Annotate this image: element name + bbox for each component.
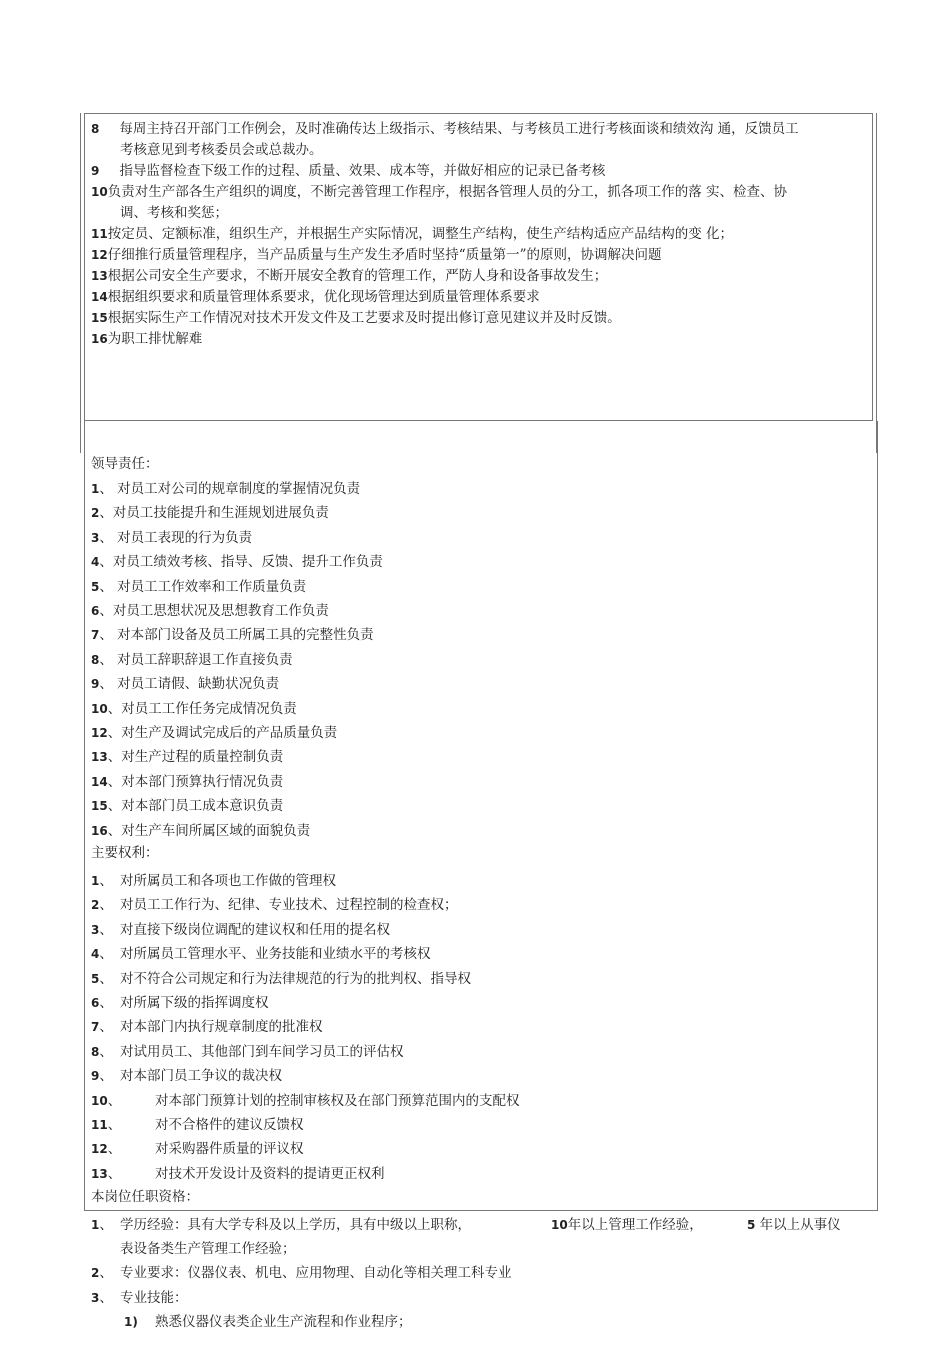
leadership-item-number: 7 <box>91 628 100 643</box>
rights-item <box>91 896 458 914</box>
duty-item-cont: 考核意见到考核委员会或总裁办。 <box>120 142 323 158</box>
leadership-item <box>91 724 337 742</box>
rights-item-number: 5 <box>91 971 100 986</box>
rights-item-sep: 、 <box>99 873 113 889</box>
duty-item-cont: 调、考核和奖惩； <box>120 205 228 221</box>
leadership-item-number: 16 <box>91 823 108 838</box>
qualification-sub-text: 熟悉仪器仪表类企业生产流程和作业程序； <box>155 1314 412 1330</box>
leadership-item-sep: 、 <box>107 798 122 815</box>
duty-item: 8 每周主持召开部门工作例会，及时准确传达上级指示、考核结果、与考核员工进行考核面谈和绩效沟 通，反馈员工 <box>91 121 799 137</box>
rights-item <box>91 1018 323 1036</box>
rights-item <box>91 994 269 1012</box>
leadership-heading: 领导责任： <box>91 456 159 472</box>
leadership-item-sep: 、 <box>99 676 113 693</box>
leadership-item-text: 对本部门预算执行情况负责 <box>121 773 284 790</box>
duty-item: 14根据组织要求和质量管理体系要求，优化现场管理达到质量管理体系要求 <box>91 289 540 305</box>
leadership-item-number: 14 <box>91 774 108 789</box>
rights-item-sep: 、 <box>107 1141 122 1158</box>
leadership-item <box>91 504 329 522</box>
leadership-item <box>91 602 329 620</box>
leadership-item-text: 对生产过程的质量控制负责 <box>121 749 284 766</box>
duty-item: 9 指导监督检查下级工作的过程、质量、效果、成本等，并做好相应的记录已备考核 <box>91 163 606 179</box>
rights-item-text: 对技术开发设计及资料的提请更正权利 <box>155 1165 385 1182</box>
leadership-item <box>91 822 310 840</box>
qualification-text: 专业技能： <box>120 1290 188 1306</box>
leadership-item-number: 1 <box>91 482 100 496</box>
qualifications-heading: 本岗位任职资格： <box>91 1189 199 1205</box>
duty-item: 15根据实际生产工作情况对技术开发文件及工艺要求及时提出修订意见建议并及时反馈。 <box>91 310 621 326</box>
qualification-industry-years: 5 年以上从事仪 <box>747 1217 841 1233</box>
leadership-item <box>91 529 252 547</box>
rights-item-text: 对所属员工和各项也工作做的管理权 <box>120 873 336 889</box>
leadership-item <box>91 578 306 596</box>
qualification-item-cont: 表设备类生产管理工作经验； <box>120 1241 296 1257</box>
qualification-item: 1、 <box>91 1217 113 1233</box>
rights-item <box>91 921 390 939</box>
leadership-item <box>91 748 283 766</box>
leadership-item-text: 对员工对公司的规章制度的掌握情况负责 <box>112 481 361 497</box>
rights-item-text: 对所属员工管理水平、业务技能和业绩水平的考核权 <box>120 946 431 963</box>
rights-item-sep: 、 <box>99 1019 113 1036</box>
leadership-item-number: 8 <box>91 652 100 667</box>
qualification-exp-years: 10年以上管理工作经验， <box>551 1217 703 1233</box>
rights-item <box>91 1140 304 1158</box>
rights-item-text: 对本部门预算计划的控制审核权及在部门预算范围内的支配权 <box>155 1092 520 1109</box>
leadership-item-sep: 、 <box>99 578 113 595</box>
leadership-item-text: 对员工辞职辞退工作直接负责 <box>112 651 293 668</box>
rights-item-text: 对本部门员工争议的裁决权 <box>120 1068 282 1085</box>
leadership-item-sep: 、 <box>99 627 113 644</box>
leadership-item <box>91 553 383 571</box>
rights-item-text: 对不符合公司规定和行为法律规范的行为的批判权、指导权 <box>120 970 471 987</box>
rights-item <box>91 970 471 988</box>
leadership-item-text: 对员工工作效率和工作质量负责 <box>112 578 307 595</box>
leadership-item-number: 6 <box>91 604 100 618</box>
rights-item-sep: 、 <box>99 921 113 938</box>
rights-item-sep: 、 <box>99 1043 113 1060</box>
rights-item-sep: 、 <box>99 970 113 987</box>
rights-item-number: 4 <box>91 947 100 962</box>
rights-item <box>91 945 431 963</box>
leadership-item-sep: 、 <box>99 529 113 546</box>
rights-item-sep: 、 <box>99 995 113 1011</box>
leadership-item <box>91 651 293 669</box>
leadership-item-sep: 、 <box>99 554 113 571</box>
rights-item-number: 6 <box>91 996 100 1010</box>
leadership-item-text: 对员工思想状况及思想教育工作负责 <box>112 603 329 619</box>
rights-item-text: 对所属下级的指挥调度权 <box>120 995 269 1011</box>
leadership-item-number: 4 <box>91 555 100 570</box>
leadership-item-sep: 、 <box>99 651 113 668</box>
leadership-item-number: 5 <box>91 579 100 594</box>
qualification-item: 2、 <box>91 1265 113 1281</box>
duty-item: 13根据公司安全生产要求，不断开展安全教育的管理工作，严防人身和设备事故发生； <box>91 268 608 284</box>
leadership-item-number: 3 <box>91 530 100 545</box>
rights-item-number: 11 <box>91 1118 108 1132</box>
leadership-item-text: 对员工绩效考核、指导、反馈、提升工作负责 <box>112 554 383 571</box>
duty-item: 12仔细推行质量管理程序，当产品质量与生产发生矛盾时坚持“质量第一”的原则，协调解决问题 <box>91 247 662 263</box>
rights-item <box>91 1165 385 1183</box>
rights-item-number: 9 <box>91 1069 100 1084</box>
rights-item-number: 8 <box>91 1044 100 1059</box>
rights-heading: 主要权利： <box>91 845 159 861</box>
leadership-item <box>91 797 283 815</box>
rights-item-sep: 、 <box>99 1068 113 1085</box>
rights-item-sep: 、 <box>99 946 113 963</box>
leadership-item <box>91 480 360 498</box>
leadership-item <box>91 700 297 718</box>
rights-item-sep: 、 <box>107 1092 122 1109</box>
leadership-item-text: 对本部门设备及员工所属工具的完整性负责 <box>112 627 374 644</box>
leadership-item-sep: 、 <box>99 505 113 522</box>
leadership-item-sep: 、 <box>99 481 113 497</box>
rights-item-number: 2 <box>91 898 100 913</box>
rights-item <box>91 872 336 890</box>
rights-item-text: 对不合格件的建议反馈权 <box>155 1117 304 1133</box>
leadership-item-text: 对本部门员工成本意识负责 <box>121 798 284 815</box>
leadership-item-sep: 、 <box>107 749 122 766</box>
rights-item <box>91 1092 520 1110</box>
rights-item-text: 对直接下级岗位调配的建议权和任用的提名权 <box>120 921 390 938</box>
leadership-item-sep: 、 <box>107 700 122 717</box>
rights-item-text: 对本部门内执行规章制度的批准权 <box>120 1019 323 1036</box>
rights-item <box>91 1067 282 1085</box>
rights-item-number: 10 <box>91 1093 108 1108</box>
rights-item-sep: 、 <box>99 897 113 914</box>
rights-item-number: 7 <box>91 1020 100 1035</box>
leadership-item-sep: 、 <box>99 603 113 619</box>
qualification-item: 3、 <box>91 1290 113 1306</box>
qualification-text: 专业要求：仪器仪表、机电、应用物理、自动化等相关理工科专业 <box>120 1265 512 1281</box>
leadership-item-number: 10 <box>91 701 108 716</box>
duty-item: 16为职工排忧解难 <box>91 331 203 347</box>
rights-item-text: 对试用员工、其他部门到车间学习员工的评估权 <box>120 1043 404 1060</box>
leadership-item <box>91 675 279 693</box>
rights-item-sep: 、 <box>107 1165 122 1182</box>
qualification-text-a: 学历经验：具有大学专科及以上学历，具有中级以上职称， <box>120 1217 471 1233</box>
leadership-item-number: 15 <box>91 799 108 814</box>
leadership-item-text: 对员工技能提升和生涯规划进展负责 <box>112 505 329 522</box>
leadership-item-sep: 、 <box>107 773 122 790</box>
rights-item-number: 1 <box>91 874 100 888</box>
leadership-item-number: 9 <box>91 677 100 692</box>
leadership-item <box>91 626 374 644</box>
duty-item: 10负责对生产部各生产组织的调度，不断完善管理工作程序，根据各管理人员的分工，抓各项工作的落 实、检查、协 <box>91 184 787 200</box>
rights-item-number: 3 <box>91 922 100 937</box>
rights-item-sep: 、 <box>107 1117 122 1133</box>
leadership-item-text: 对员工表现的行为负责 <box>112 529 253 546</box>
rights-item-number: 13 <box>91 1166 108 1181</box>
leadership-item-text: 对生产车间所属区域的面貌负责 <box>121 822 311 839</box>
rights-item-text: 对采购器件质量的评议权 <box>155 1141 304 1158</box>
leadership-item-text: 对员工工作任务完成情况负责 <box>121 700 297 717</box>
leadership-item-sep: 、 <box>107 725 122 741</box>
rights-item <box>91 1043 404 1061</box>
rights-item-text: 对员工工作行为、纪律、专业技术、过程控制的检查权； <box>120 897 458 914</box>
leadership-item-sep: 、 <box>107 822 122 839</box>
leadership-item <box>91 773 283 791</box>
leadership-item-number: 12 <box>91 726 108 740</box>
qualification-sub-item: 1) <box>124 1315 138 1329</box>
leadership-item-number: 2 <box>91 506 100 521</box>
leadership-item-text: 对员工请假、缺勤状况负责 <box>112 676 280 693</box>
rights-item <box>91 1116 304 1134</box>
leadership-item-number: 13 <box>91 750 108 765</box>
rights-item-number: 12 <box>91 1142 108 1157</box>
duty-item: 11按定员、定额标准，组织生产，并根据生产实际情况，调整生产结构，使生产结构适应产品结构的变 化； <box>91 226 733 242</box>
leadership-item-text: 对生产及调试完成后的产品质量负责 <box>121 725 338 741</box>
